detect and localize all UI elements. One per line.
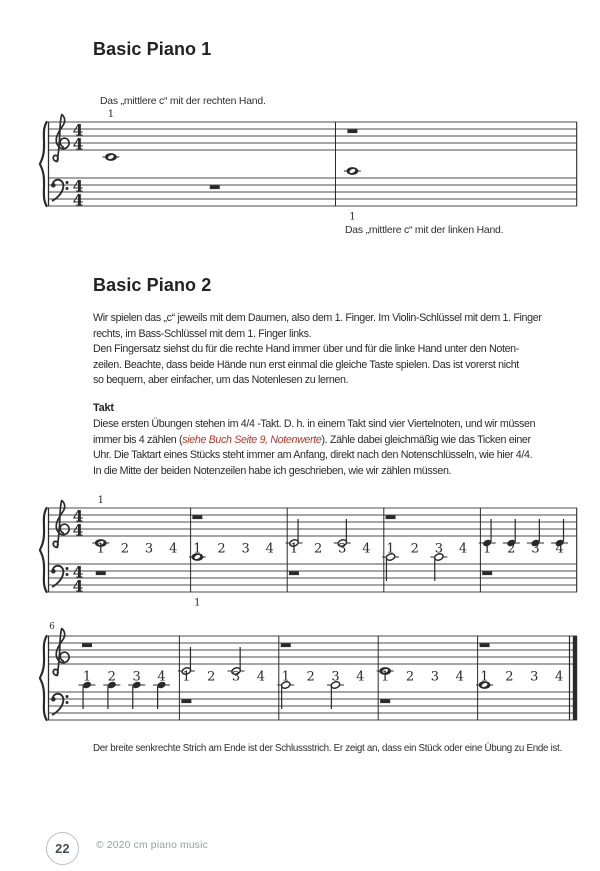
count-number: 2 [505, 669, 514, 685]
grand-staff-system-3 [38, 622, 578, 744]
count-number: 1 [182, 669, 191, 685]
whole-rest [289, 571, 299, 575]
half-note [281, 681, 291, 709]
svg-text:4: 4 [72, 562, 84, 582]
whole-rest [380, 699, 390, 703]
quarter-note [107, 681, 117, 709]
time-signature [73, 507, 84, 596]
section-title-basic-piano-2: Basic Piano 2 [93, 275, 212, 295]
count-number: 1 [381, 669, 390, 685]
whole-rest [281, 643, 291, 647]
count-number: 3 [430, 669, 439, 685]
bass-clef-icon [51, 566, 69, 587]
count-number: 4 [455, 669, 464, 685]
brace-icon [40, 122, 47, 206]
brace-icon [40, 636, 47, 720]
whole-note [347, 167, 359, 175]
count-number: 2 [207, 669, 216, 685]
svg-text:4: 4 [72, 576, 84, 596]
finger-number: 1 [194, 597, 201, 609]
count-number: 1 [483, 541, 492, 557]
intro-paragraph [93, 311, 542, 389]
count-number: 4 [555, 541, 564, 557]
count-number: 4 [169, 541, 178, 557]
treble-clef-icon [53, 501, 69, 548]
caption-right-hand: Das „mittlere c“ mit der rechten Hand. [100, 96, 266, 107]
paragraph-line [93, 433, 535, 449]
page-number: 22 [55, 841, 70, 856]
half-note [434, 553, 444, 581]
paragraph-line: zeilen. Beachte, dass beide Hände nun erst einmal die gleiche Taste spielen. Das ist vorerst nicht [93, 358, 519, 371]
count-number: 1 [96, 541, 105, 557]
half-note [330, 681, 340, 709]
bass-clef-icon [51, 180, 69, 201]
grand-staff-svg [38, 108, 578, 230]
count-number: 2 [217, 541, 226, 557]
svg-text:4: 4 [72, 190, 84, 210]
svg-text:4: 4 [72, 176, 84, 196]
count-number: 4 [356, 669, 365, 685]
whole-rest [210, 185, 220, 189]
paragraph-line: Uhr. Die Taktart eines Stücks steht immer am Anfang, direkt nach den Notenschlüsseln, wie hier 4/4. [93, 449, 533, 462]
count-number: 4 [554, 669, 564, 685]
count-number: 3 [530, 669, 539, 685]
final-barline-thick [573, 636, 577, 720]
paragraph-line: rechts, im Bass-Schlüssel mit dem 1. Finger links. [93, 327, 312, 340]
count-number: 2 [410, 541, 419, 557]
paragraph-line: In die Mitte der beiden Notenzeilen habe ich geschrieben, wie wir zählen müssen. [93, 464, 452, 477]
count-number: 4 [458, 541, 468, 557]
count-number: 4 [265, 541, 274, 557]
whole-rest [347, 129, 357, 133]
grand-staff-svg [38, 622, 578, 744]
count-number: 2 [405, 669, 415, 685]
paragraph-line: Den Fingersatz siehst du für die rechte Hand immer über und für die linke Hand unter den Noten- [93, 343, 519, 356]
takt-paragraph [93, 417, 535, 479]
count-number: 2 [306, 669, 315, 685]
takt-line2-post: ). Zähle dabei gleichmäßig wie das Ticken einer [321, 433, 531, 446]
count-number: 1 [82, 669, 92, 685]
caption-left-hand: Das „mittlere c“ mit der linken Hand. [345, 225, 504, 236]
section-title-basic-piano-1: Basic Piano 1 [93, 39, 212, 59]
count-number: 3 [144, 541, 154, 557]
treble-clef-icon [53, 629, 69, 676]
whole-rest [192, 515, 202, 519]
brace-icon [40, 508, 47, 592]
copyright-text: © 2020 cm piano music [96, 840, 208, 851]
count-number: 1 [281, 669, 290, 685]
whole-rest [181, 699, 191, 703]
time-signature [73, 121, 84, 210]
finger-number: 1 [97, 495, 104, 506]
count-number: 3 [132, 669, 141, 685]
whole-rest [82, 643, 92, 647]
quarter-note [156, 681, 166, 709]
whole-rest [386, 515, 396, 519]
takt-heading: Takt [93, 402, 114, 414]
count-number: 4 [256, 669, 266, 685]
count-number: 3 [241, 541, 250, 557]
paragraph-line: so bequem, aber einfacher, um das Notenlesen zu lernen. [93, 374, 349, 387]
svg-text:4: 4 [72, 134, 84, 154]
count-number: 1 [480, 669, 489, 685]
count-number: 4 [362, 541, 371, 557]
paragraph-line: Wir spielen das „c“ jeweils mit dem Daumen, also dem 1. Finger. Im Violin-Schlüssel mit dem 1. Finger [93, 312, 542, 324]
count-number: 4 [157, 669, 166, 685]
count-number: 2 [313, 541, 323, 557]
whole-rest [480, 643, 490, 647]
count-number: 2 [120, 541, 130, 557]
page-number-badge [46, 832, 79, 865]
whole-rest [482, 571, 492, 575]
count-number: 1 [193, 541, 202, 557]
grand-staff-svg [38, 494, 578, 616]
bass-clef-icon [51, 694, 69, 715]
count-number: 1 [386, 541, 395, 557]
book-reference-link: siehe Buch Seite 9, Notenwerte [182, 433, 322, 446]
grand-staff-system-1 [38, 108, 578, 230]
quarter-note [132, 681, 142, 709]
count-number: 3 [338, 541, 347, 557]
svg-text:4: 4 [72, 120, 84, 140]
count-number: 3 [331, 669, 340, 685]
takt-line2-pre: immer bis 4 zählen ( [93, 433, 183, 446]
svg-text:4: 4 [72, 520, 84, 540]
paragraph-line: Diese ersten Übungen stehen im 4/4 -Takt. D. h. in einem Takt sind vier Viertelnoten, und wir müssen [93, 418, 536, 430]
count-number: 3 [531, 541, 540, 557]
finger-number: 1 [349, 211, 356, 223]
count-number: 3 [231, 669, 241, 685]
svg-text:4: 4 [72, 506, 84, 526]
count-number: 1 [289, 541, 299, 557]
count-number: 2 [507, 541, 516, 557]
finger-number: 1 [107, 109, 115, 120]
half-note [385, 553, 395, 581]
whole-rest [96, 571, 106, 575]
count-number: 3 [434, 541, 444, 557]
whole-note [105, 153, 117, 161]
grand-staff-system-2 [38, 494, 578, 616]
measure-number: 6 [49, 622, 55, 632]
quarter-note [82, 681, 92, 709]
closing-note: Der breite senkrechte Strich am Ende ist der Schlussstrich. Er zeigt an, dass ein Stück oder eine Übung zu Ende ist. [93, 743, 562, 754]
count-number: 2 [107, 669, 116, 685]
